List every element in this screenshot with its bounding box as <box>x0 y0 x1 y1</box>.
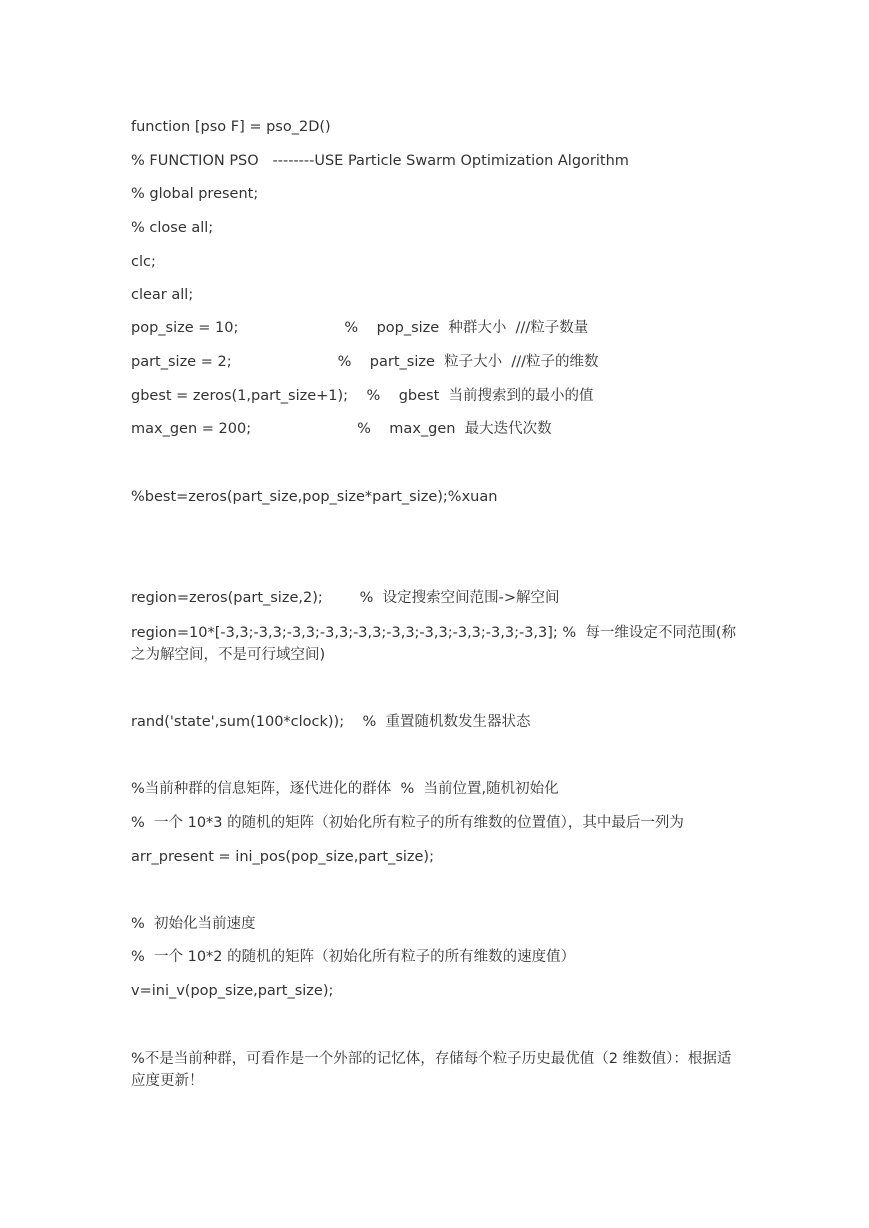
code-line-close-all: % close all; <box>131 220 214 236</box>
code-line-part-size: part_size = 2; % part_size 粒子大小 ///粒子的维数 <box>131 354 599 370</box>
code-line-arr-present: arr_present = ini_pos(pop_size,part_size); <box>131 849 434 865</box>
code-line-region-range: region=10*[-3,3;-3,3;-3,3;-3,3;-3,3;-3,3;-3,3;-3,3;-3,3;-3,3]; % 每一维设定不同范围(称之为解空间，不是可行域空间) <box>131 625 737 663</box>
code-line-max-gen: max_gen = 200; % max_gen 最大迭代次数 <box>131 421 552 437</box>
code-line-global-present: % global present; <box>131 186 259 202</box>
code-line-velocity-matrix-comment: % 一个 10*2 的随机的矩阵（初始化所有粒子的所有维数的速度值） <box>131 949 576 965</box>
code-line-population-comment: %当前种群的信息矩阵，逐代进化的群体 % 当前位置,随机初始化 <box>131 781 559 797</box>
code-line-memory-comment: %不是当前种群，可看作是一个外部的记忆体，存储每个粒子历史最优值（2 维数值）：根据适应度更新！ <box>131 1051 732 1089</box>
code-line-ini-v: v=ini_v(pop_size,part_size); <box>131 983 334 999</box>
code-line-function-comment: % FUNCTION PSO --------USE Particle Swarm Optimization Algorithm <box>131 153 629 169</box>
code-line-clc: clc; <box>131 254 156 270</box>
code-line-gbest: gbest = zeros(1,part_size+1); % gbest 当前搜索到的最小的值 <box>131 388 594 404</box>
code-line-region-zeros: region=zeros(part_size,2); % 设定搜索空间范围->解空间 <box>131 590 560 606</box>
code-line-rand-state: rand('state',sum(100*clock)); % 重置随机数发生器状态 <box>131 714 531 730</box>
code-line-pop-size: pop_size = 10; % pop_size 种群大小 ///粒子数量 <box>131 320 589 336</box>
code-line-init-velocity-comment: % 初始化当前速度 <box>131 916 256 932</box>
code-line-function-signature: function [pso F] = pso_2D() <box>131 119 331 135</box>
code-line-position-matrix-comment: % 一个 10*3 的随机的矩阵（初始化所有粒子的所有维数的位置值），其中最后一列为 <box>131 815 684 831</box>
code-line-clear-all: clear all; <box>131 287 194 303</box>
code-line-best-comment: %best=zeros(part_size,pop_size*part_size);%xuan <box>131 489 498 505</box>
